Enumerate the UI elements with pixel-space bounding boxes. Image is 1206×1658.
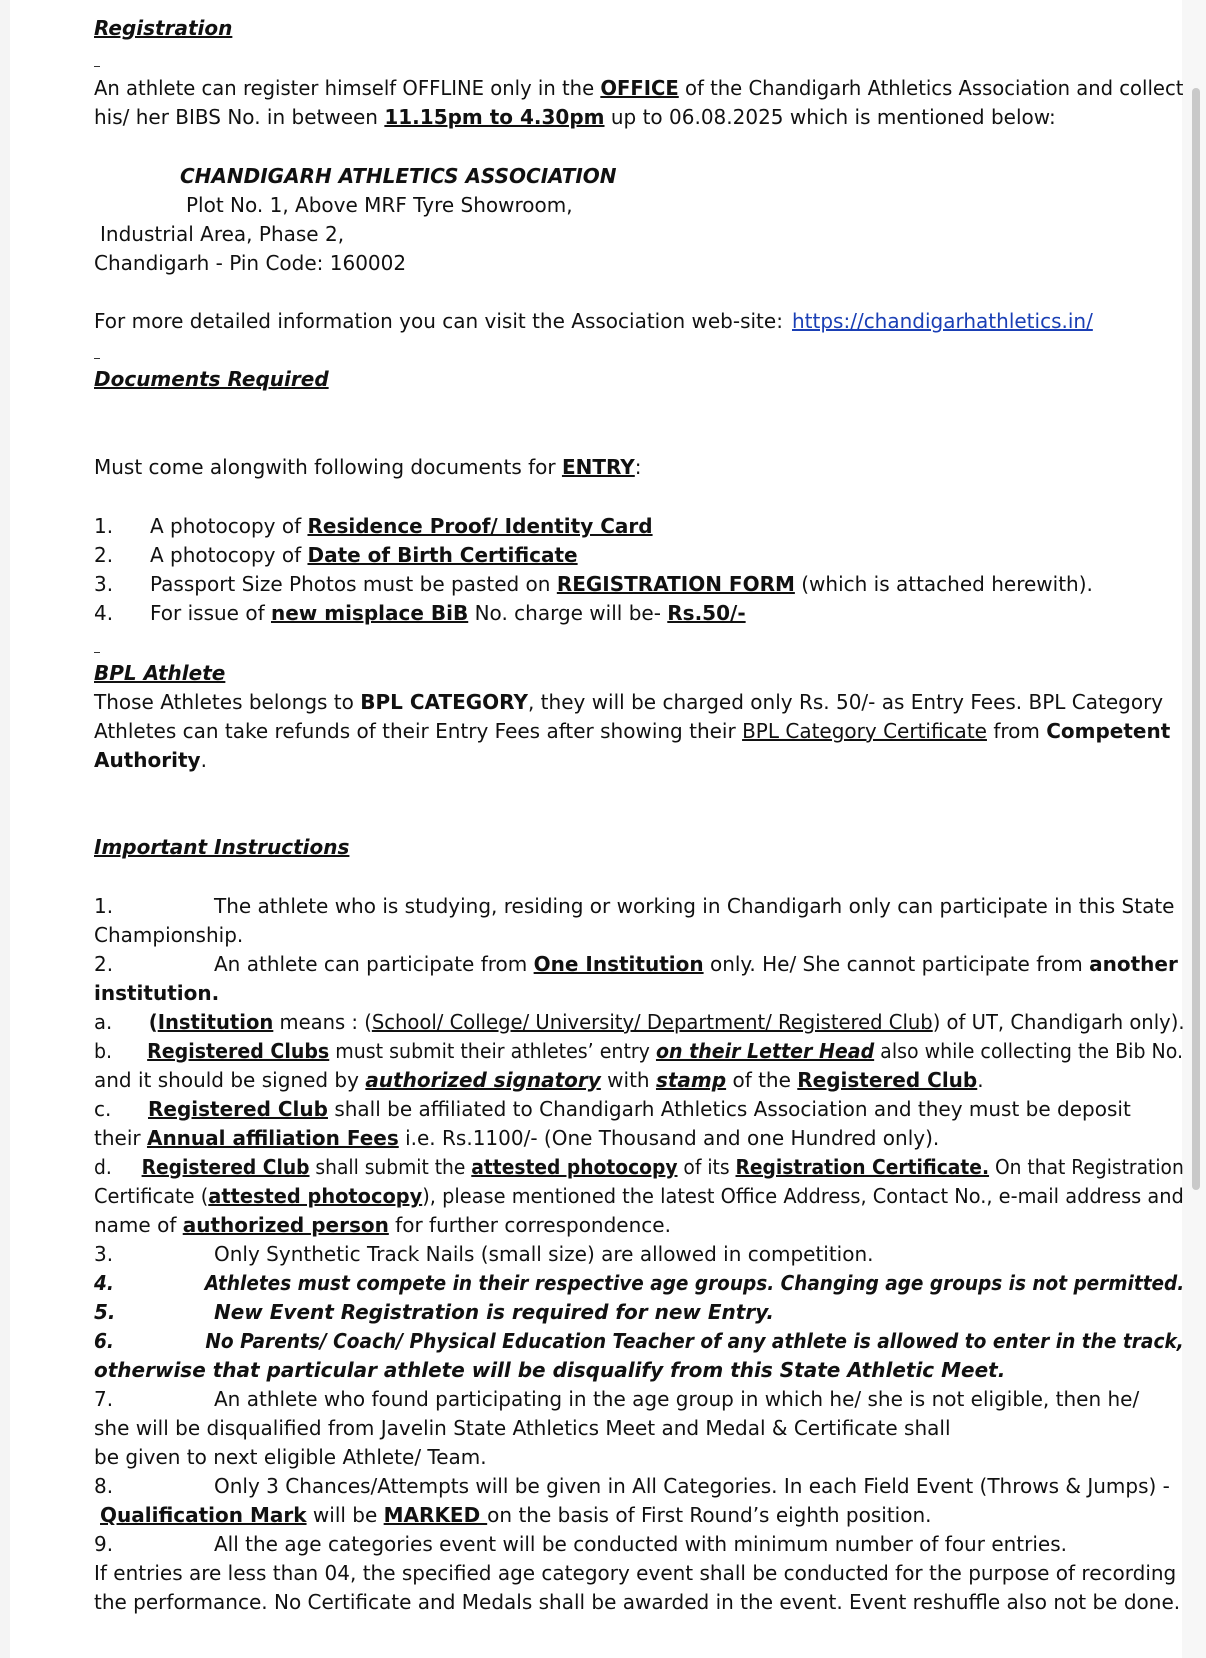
page-left-edge (0, 0, 10, 1658)
bpl-line-2: Athletes can take refunds of their Entry Fees after showing their BPL Category Certificate from Competent (94, 719, 1171, 743)
separator-dash (94, 66, 100, 67)
scrollbar-thumb[interactable] (1192, 88, 1200, 1190)
website-link[interactable]: https://chandigarhathletics.in/ (792, 309, 1093, 333)
registration-heading: Registration (94, 16, 233, 40)
registration-line-2: his/ her BIBS No. in between 11.15pm to 4.30pm up to 06.08.2025 which is mentioned below: (94, 105, 1056, 129)
registration-line-1: An athlete can register himself OFFLINE only in the OFFICE of the Chandigarh Athletics Association and collect (94, 76, 1184, 100)
documents-heading: Documents Required (94, 367, 329, 391)
instruction-d-cont-2: name of authorized person for further correspondence. (94, 1213, 671, 1237)
documents-intro: Must come alongwith following documents for ENTRY: (94, 455, 642, 479)
bpl-line-1: Those Athletes belongs to BPL CATEGORY, they will be charged only Rs. 50/- as Entry Fees. BPL Category (94, 690, 1164, 714)
separator-dash (94, 358, 100, 359)
bpl-heading: BPL Athlete (94, 661, 226, 685)
website-info-text: For more detailed information you can visit the Association web-site: (94, 309, 783, 333)
bpl-line-3: Authority. (94, 748, 207, 772)
time-emphasis: 11.15pm to 4.30pm (384, 105, 605, 129)
instruction-2-cont: institution. (94, 981, 220, 1005)
address-line-3: Chandigarh - Pin Code: 160002 (94, 251, 407, 275)
scrollbar-track[interactable] (1182, 0, 1206, 1658)
organization-name: CHANDIGARH ATHLETICS ASSOCIATION (180, 164, 617, 188)
instruction-9-cont-2: the performance. No Certificate and Medals shall be awarded in the event. Event reshuffle also not be done. (94, 1590, 1181, 1614)
instruction-6-cont: otherwise that particular athlete will be disqualify from this State Athletic Meet. (94, 1358, 1006, 1382)
office-emphasis: OFFICE (600, 76, 679, 100)
separator-dash (94, 652, 100, 653)
instructions-heading: Important Instructions (94, 835, 350, 859)
instruction-b-cont: and it should be signed by authorized signatory with stamp of the Registered Club. (94, 1068, 984, 1092)
instruction-7-cont-2: be given to next eligible Athlete/ Team. (94, 1445, 487, 1469)
instruction-8-cont: Qualification Mark will be MARKED on the basis of First Round’s eighth position. (100, 1503, 932, 1527)
address-line-2: Industrial Area, Phase 2, (100, 222, 345, 246)
instruction-c-cont: their Annual affiliation Fees i.e. Rs.1100/- (One Thousand and one Hundred only). (94, 1126, 940, 1150)
instruction-9-cont-1: If entries are less than 04, the specified age category event shall be conducted for the purpose of recording (94, 1561, 1177, 1585)
address-line-1: Plot No. 1, Above MRF Tyre Showroom, (186, 193, 573, 217)
instruction-d-cont-1: Certificate (attested photocopy), please mentioned the latest Office Address, Contact No., e-mail address and (94, 1184, 1184, 1208)
instruction-7-cont-1: she will be disqualified from Javelin State Athletics Meet and Medal & Certificate shall (94, 1416, 951, 1440)
instruction-1-cont: Championship. (94, 923, 244, 947)
